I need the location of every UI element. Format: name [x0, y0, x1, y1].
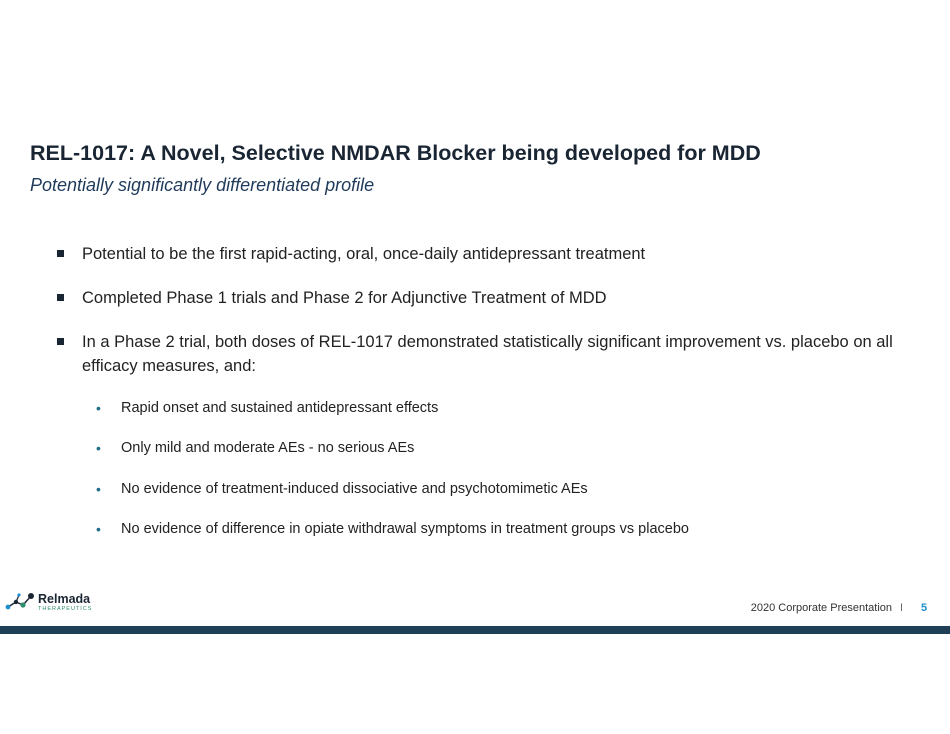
sub-bullet-item [96, 398, 881, 418]
slide-subtitle: Potentially significantly differentiated profile [30, 175, 375, 195]
bullet-item [82, 330, 922, 378]
sub-bullet-text: No evidence of treatment-induced dissociative and psychotomimetic AEs [121, 481, 588, 497]
bullet-item [82, 286, 922, 310]
round-bullet-icon: • [96, 440, 101, 456]
bullet-item [82, 242, 922, 266]
bullet-text: Completed Phase 1 trials and Phase 2 for Adjunctive Treatment of MDD [82, 289, 607, 307]
square-bullet-icon [57, 294, 64, 301]
sub-bullet-item [96, 519, 881, 539]
relmada-logo-icon [5, 590, 37, 614]
sub-bullet-item [96, 479, 881, 499]
square-bullet-icon [57, 250, 64, 257]
round-bullet-icon: • [96, 481, 101, 497]
sub-bullet-text: Only mild and moderate AEs - no serious AEs [121, 440, 415, 456]
page-number: 5 [921, 602, 928, 614]
sub-bullet-text: Rapid onset and sustained antidepressant effects [121, 400, 439, 416]
logo-wordmark: Relmada [38, 592, 91, 606]
slide-title: REL-1017: A Novel, Selective NMDAR Blocker being developed for MDD [30, 141, 761, 165]
bullet-text: In a Phase 2 trial, both doses of REL-1017 demonstrated statistically significant improvement vs. placebo on all efficacy measures, and: [82, 333, 893, 375]
footer-label: 2020 Corporate Presentation [750, 602, 892, 614]
logo-tagline: THERAPEUTICS [38, 606, 93, 612]
footer-separator: I [900, 602, 904, 614]
bullet-text: Potential to be the first rapid-acting, oral, once-daily antidepressant treatment [82, 245, 646, 263]
round-bullet-icon: • [96, 521, 101, 537]
round-bullet-icon: • [96, 400, 101, 416]
sub-bullet-item [96, 438, 881, 458]
square-bullet-icon [57, 338, 64, 345]
footer-bar [0, 626, 950, 634]
sub-bullet-text: No evidence of difference in opiate withdrawal symptoms in treatment groups vs placebo [121, 521, 689, 537]
